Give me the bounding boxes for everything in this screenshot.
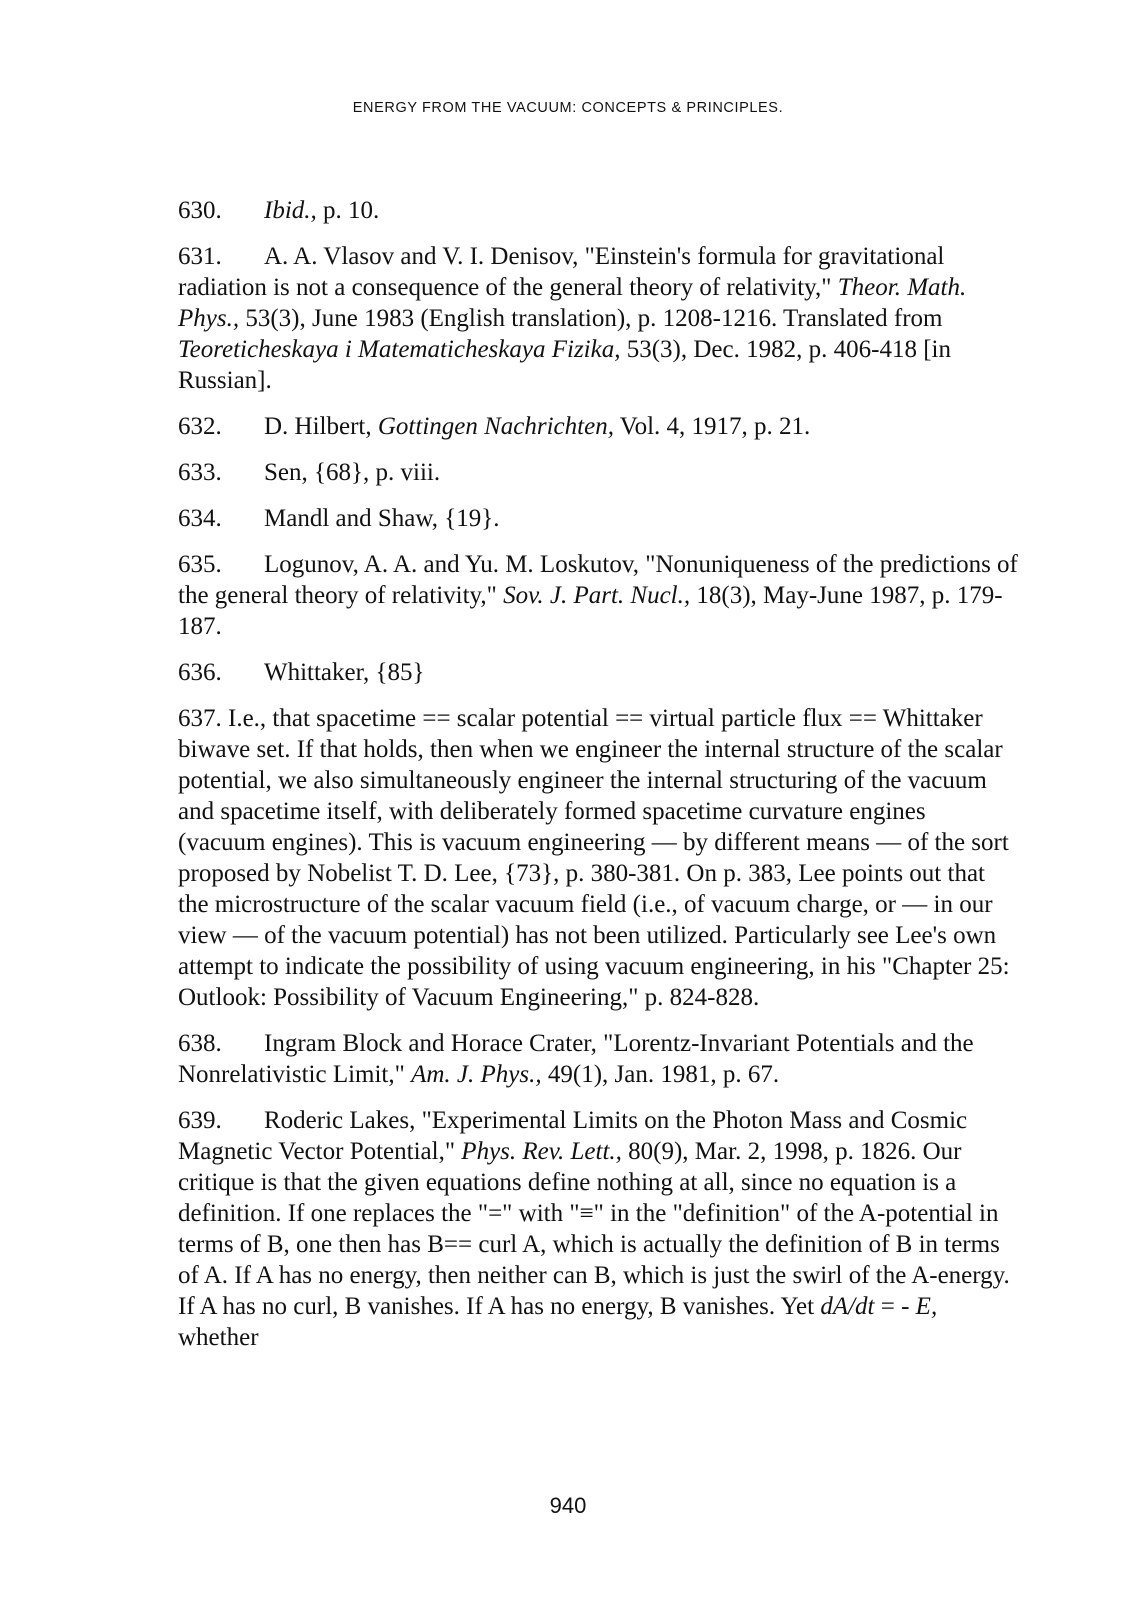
- endnote-italic-run: Sov. J. Part. Nucl.,: [503, 582, 691, 609]
- endnote-number: 634.: [178, 505, 222, 532]
- endnote: [178, 457, 1018, 488]
- endnote-text-run: I.e., that spacetime == scalar potential == virtual particle flux == Whittaker biwave set. If that holds, then when we engineer the internal structure of the scalar potential, we also simultaneously engineer the internal structuring of the vacuum and spacetime itself, with deliberately formed spacetime curvature engines (vacuum engines). This is vacuum engineering — by different means — of the sort proposed by Nobelist T. D. Lee, {73}, p. 380-381. On p. 383, Lee points out that the microstructure of the scalar vacuum field (i.e., of vacuum charge, or — in our view — of the vacuum potential) has not been utilized. Particularly see Lee's own attempt to indicate the possibility of using vacuum engineering, in his "Chapter 25: Outlook: Possibility of Vacuum Engineering," p. 824-828.: [178, 705, 1010, 1011]
- endnote: [178, 549, 1018, 642]
- endnote-italic-run: Theor. Math. Phys.,: [178, 274, 967, 332]
- endnote-italic-run: E,: [915, 1293, 938, 1320]
- endnote-text: [178, 243, 966, 394]
- endnote-number: 639.: [178, 1107, 222, 1134]
- endnote-text-run: 49(1), Jan. 1981, p. 67.: [541, 1061, 780, 1088]
- endnote-number: 631.: [178, 243, 222, 270]
- endnote: [178, 657, 1018, 688]
- endnote: [178, 1028, 1018, 1090]
- endnote: [178, 411, 1018, 442]
- endnote-text: [264, 459, 440, 486]
- endnote-number: 638.: [178, 1030, 222, 1057]
- endnote-italic-run: Ibid.,: [264, 197, 317, 224]
- endnote-number: 637.: [178, 705, 222, 732]
- endnote-text-run: Roderic Lakes, "Experimental Limits on the Photon Mass and Cosmic Magnetic Vector Potential,": [178, 1107, 968, 1165]
- endnote: [178, 703, 1018, 1013]
- endnote-text: [178, 1107, 1010, 1351]
- endnote-text: [178, 705, 1010, 1011]
- endnote: [178, 503, 1018, 534]
- endnote-number: 630.: [178, 197, 222, 224]
- endnote-text: [178, 1030, 974, 1088]
- endnote-number: 632.: [178, 413, 222, 440]
- page-number: 940: [549, 1493, 587, 1518]
- endnote-text: [264, 197, 379, 224]
- endnote-text-run: 18(3), May-June 1987, p. 179-187.: [178, 582, 1003, 640]
- endnote-italic-run: Am. J. Phys.,: [411, 1061, 542, 1088]
- endnote-text-run: 53(3), Dec. 1982, p. 406-418 [in Russian].: [178, 336, 951, 394]
- endnote: [178, 195, 1018, 226]
- endnote-italic-run: Phys. Rev. Lett.,: [461, 1138, 622, 1165]
- endnote-text-run: D. Hilbert,: [264, 413, 378, 440]
- endnote-italic-run: Teoreticheskaya i Matematicheskaya Fizika,: [178, 336, 621, 363]
- endnote-text: [264, 505, 500, 532]
- endnote-number: 636.: [178, 659, 222, 686]
- endnote-text: [264, 659, 424, 686]
- endnote-text: [264, 413, 810, 440]
- running-header: ENERGY FROM THE VACUUM: CONCEPTS & PRINCIPLES.: [352, 100, 784, 116]
- endnote-text-run: p. 10.: [316, 197, 380, 224]
- endnote-italic-run: Gottingen Nachrichten,: [377, 413, 614, 440]
- endnote-number: 635.: [178, 551, 222, 578]
- endnote-text-run: whether: [178, 1324, 259, 1351]
- endnote-text-run: Vol. 4, 1917, p. 21.: [613, 413, 811, 440]
- endnote-text-run: = -: [874, 1293, 916, 1320]
- endnote: [178, 1105, 1018, 1353]
- endnote-text: [178, 551, 1018, 640]
- endnotes-list: [178, 195, 1018, 1368]
- endnote-italic-run: dA/dt: [820, 1293, 875, 1320]
- endnote-text-run: A. A. Vlasov and V. I. Denisov, "Einstein's formula for gravitational radiation is not a consequence of the general theory of relativity,": [178, 243, 945, 301]
- endnote-text-run: Sen, {68}, p. viii.: [264, 459, 441, 486]
- endnote-text-run: 80(9), Mar. 2, 1998, p. 1826. Our critique is that the given equations define nothing at all, since no equation is a definition. If one replaces the "=" with "≡" in the "definition" of the A-potential in terms of B, one then has B== curl A, which is actually the definition of B in terms of A. If A has no energy, then neither can B, which is just the swirl of the A-energy. If A has no curl, B vanishes. If A has no energy, B vanishes. Yet: [178, 1138, 1010, 1320]
- endnote: [178, 241, 1018, 396]
- endnote-text-run: Ingram Block and Horace Crater, "Lorentz-Invariant Potentials and the Nonrelativistic Limit,": [178, 1030, 974, 1088]
- endnote-text-run: Mandl and Shaw, {19}.: [264, 505, 500, 532]
- endnote-text-run: 53(3), June 1983 (English translation), p. 1208-1216. Translated from: [239, 305, 943, 332]
- endnote-number: 633.: [178, 459, 222, 486]
- endnote-text-run: Whittaker, {85}: [264, 659, 425, 686]
- endnote-text-run: Logunov, A. A. and Yu. M. Loskutov, "Nonuniqueness of the predictions of the general theory of relativity,": [178, 551, 1018, 609]
